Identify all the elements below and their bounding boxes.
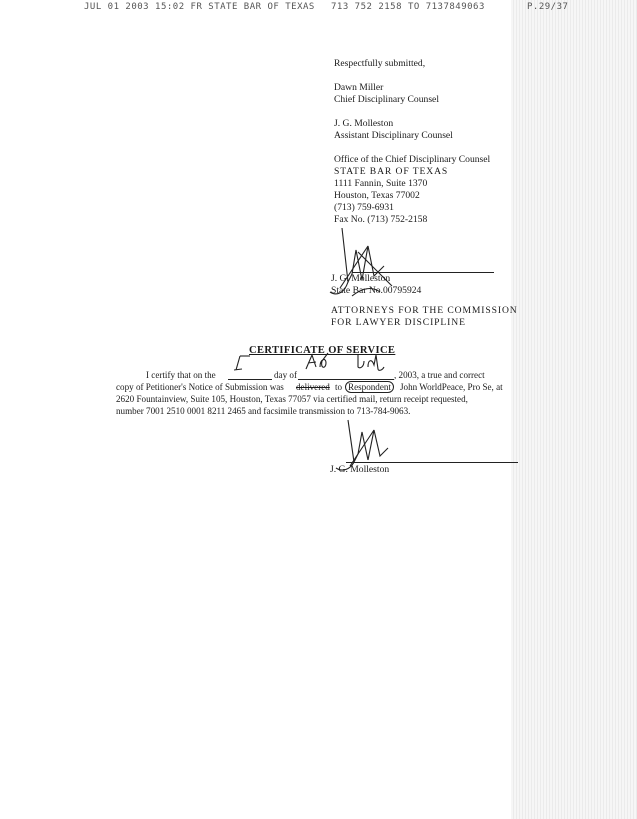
cert-text-1c: , 2003, a true and correct	[394, 370, 485, 380]
signer-name-upper: J. G. Molleston	[331, 273, 391, 284]
closing-line: Respectfully submitted,	[334, 58, 426, 69]
cert-text-2b: to	[335, 382, 343, 392]
day-blank	[228, 369, 272, 380]
signature-block	[331, 273, 518, 329]
signer-name-lower-text: J. G. Molleston	[330, 464, 390, 475]
cert-text-4: number 7001 2510 0001 8211 2465 and facsimile transmission to 713-784-9063.	[116, 406, 411, 416]
certificate-row-2	[116, 381, 520, 393]
signature-line-lower	[346, 462, 518, 463]
certificate-body	[116, 369, 520, 417]
street-address: 1111 Fannin, Suite 1370	[334, 178, 428, 189]
fax-header	[0, 2, 637, 14]
fax-number: Fax No. (713) 752-2158	[334, 214, 428, 225]
certificate-row-3	[116, 393, 520, 405]
fax-scan-edge	[511, 0, 637, 819]
attorneys-line-2: FOR LAWYER DISCIPLINE	[331, 317, 466, 328]
submission-block	[334, 58, 490, 226]
certificate-row-4	[116, 405, 520, 417]
cert-text-2a: copy of Petitioner's Notice of Submission was	[116, 382, 284, 392]
cert-text-1a: I certify that on the	[146, 370, 216, 380]
fax-route: 713 752 2158 TO 7137849063	[331, 2, 485, 12]
cert-text-1b: day of	[274, 370, 297, 380]
cert-text-2c: John WorldPeace, Pro Se, at	[400, 382, 503, 392]
struck-word: delivered	[296, 382, 330, 392]
attorneys-line-1: ATTORNEYS FOR THE COMMISSION	[331, 305, 518, 316]
counsel-2-name: J. G. Molleston	[334, 118, 394, 129]
fax-page-number: P.29/37	[527, 2, 569, 12]
certificate-title: CERTIFICATE OF SERVICE	[249, 345, 396, 356]
certificate-row-1	[116, 369, 520, 381]
organization-name: STATE BAR OF TEXAS	[334, 166, 449, 177]
counsel-1-title: Chief Disciplinary Counsel	[334, 94, 439, 105]
cert-text-3: 2620 Fountainview, Suite 105, Houston, Texas 77057 via certified mail, return receipt requested,	[116, 394, 468, 404]
counsel-1-name: Dawn Miller	[334, 82, 384, 93]
fax-transmission-line: JUL 01 2003 15:02 FR STATE BAR OF TEXAS	[84, 2, 315, 12]
phone-number: (713) 759-6931	[334, 202, 394, 213]
city-address: Houston, Texas 77002	[334, 190, 420, 201]
counsel-2-title: Assistant Disciplinary Counsel	[334, 130, 453, 141]
office-name: Office of the Chief Disciplinary Counsel	[334, 154, 491, 165]
month-blank	[298, 369, 394, 380]
bar-number: State Bar No.00795924	[331, 285, 422, 296]
circled-word: Respondent	[345, 381, 394, 393]
signer-name-lower	[330, 464, 389, 476]
